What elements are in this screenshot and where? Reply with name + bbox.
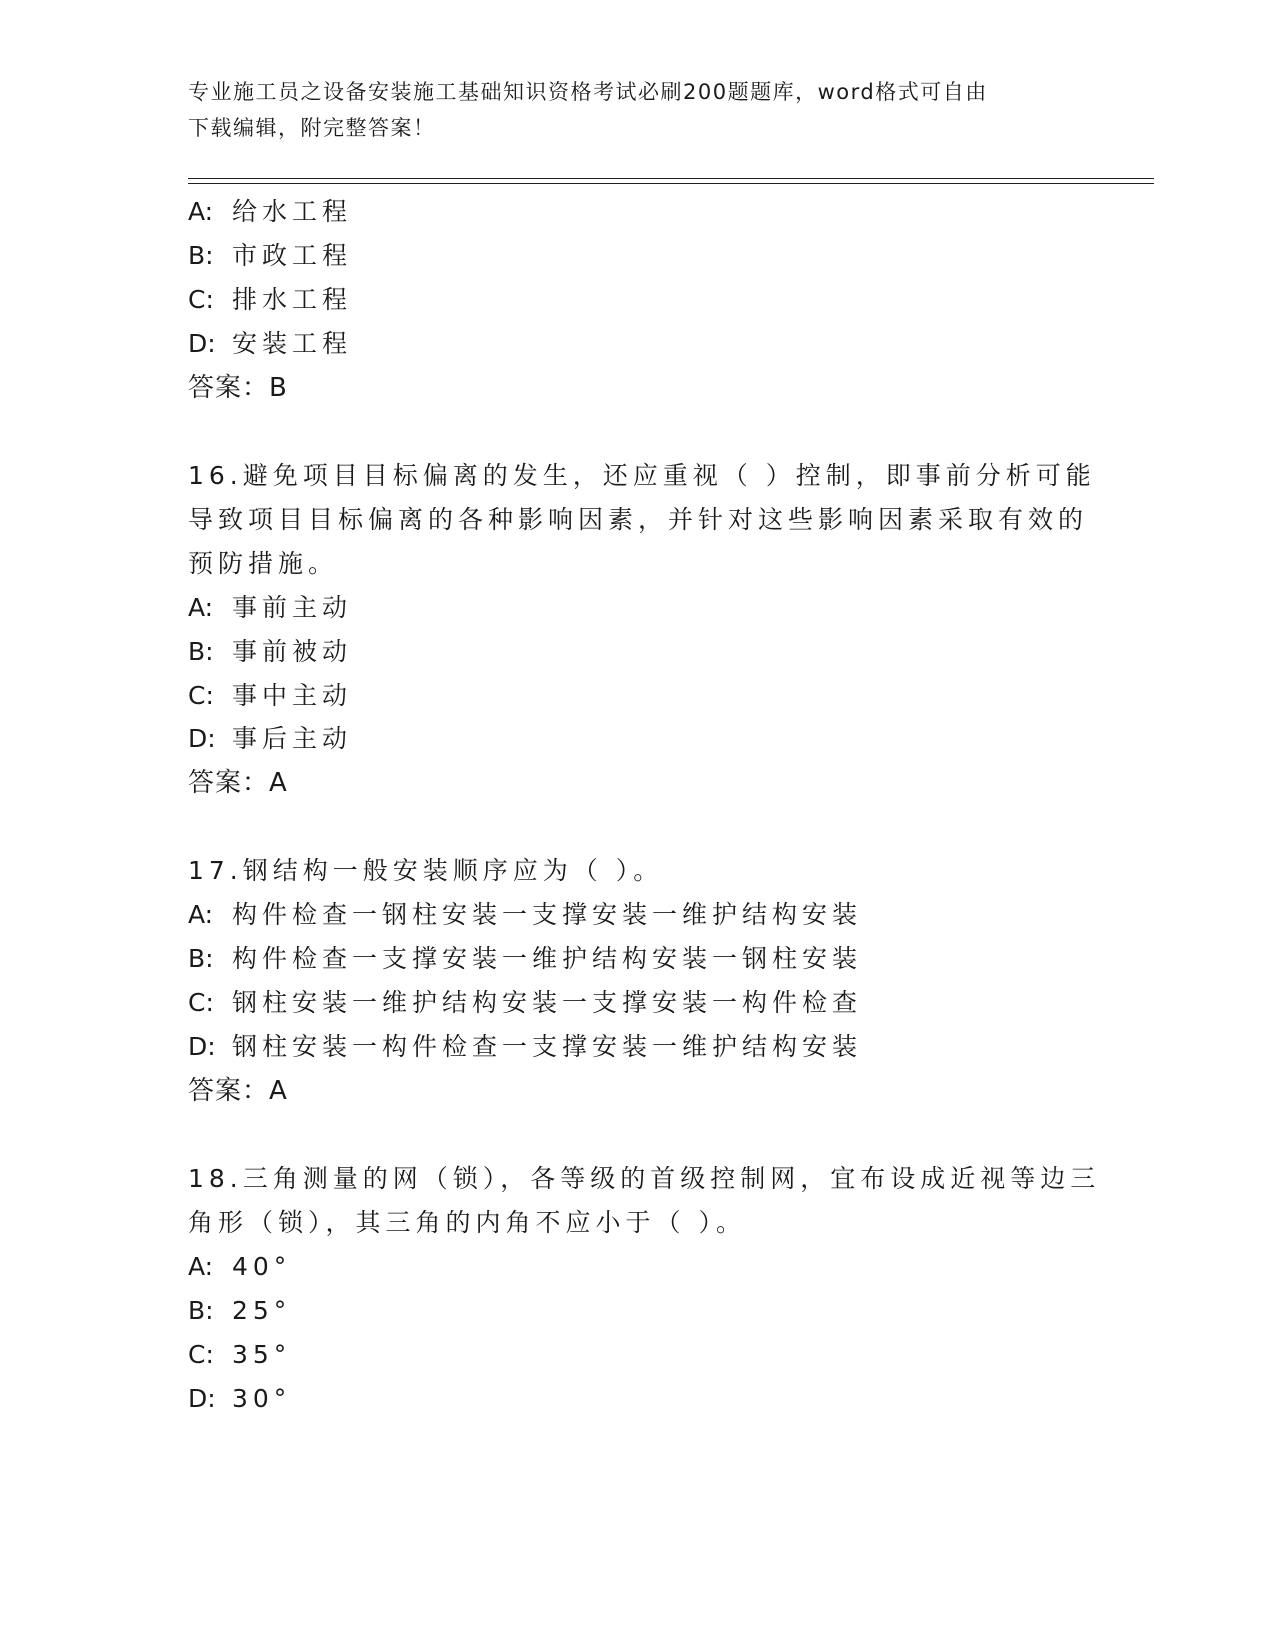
header-line-2: 下载编辑，附完整答案！ xyxy=(188,116,436,140)
q18-option-a: A: 40° xyxy=(188,1252,292,1281)
q17-option-c: C: 钢柱安装一维护结构安装一支撑安装一构件检查 xyxy=(188,988,863,1017)
q15-option-b: B: 市政工程 xyxy=(188,241,353,270)
q17-stem-line-1: 17.钢结构一般安装顺序应为（ ）。 xyxy=(188,856,664,885)
q16-stem-line-3: 预防措施。 xyxy=(188,549,339,578)
q17-answer: 答案：A xyxy=(188,1076,288,1106)
q16-stem-line-2: 导致项目目标偏离的各种影响因素，并针对这些影响因素采取有效的 xyxy=(188,505,1089,534)
q17-option-b: B: 构件检查一支撑安装一维护结构安装一钢柱安装 xyxy=(188,944,863,973)
q15-option-c: C: 排水工程 xyxy=(188,285,353,314)
header-divider-top xyxy=(188,178,1154,179)
header-line-1: 专业施工员之设备安装施工基础知识资格考试必刷200题题库，word格式可自由 xyxy=(188,80,988,104)
q15-answer: 答案：B xyxy=(188,373,288,403)
header-divider-bottom xyxy=(188,183,1154,184)
q15-option-a: A: 给水工程 xyxy=(188,197,353,226)
q16-stem-line-1: 16.避免项目目标偏离的发生，还应重视（ ）控制，即事前分析可能 xyxy=(188,461,1096,490)
q18-option-c: C: 35° xyxy=(188,1340,292,1369)
q18-stem-line-2: 角形（锁），其三角的内角不应小于（ ）。 xyxy=(188,1208,746,1237)
q18-option-b: B: 25° xyxy=(188,1296,292,1325)
q17-option-d: D: 钢柱安装一构件检查一支撑安装一维护结构安装 xyxy=(188,1032,863,1061)
q15-option-d: D: 安装工程 xyxy=(188,329,353,358)
q16-option-d: D: 事后主动 xyxy=(188,724,353,753)
q18-stem-line-1: 18.三角测量的网（锁），各等级的首级控制网，宜布设成近视等边三 xyxy=(188,1164,1101,1193)
q17-option-a: A: 构件检查一钢柱安装一支撑安装一维护结构安装 xyxy=(188,900,863,929)
q16-answer: 答案：A xyxy=(188,768,288,798)
q16-option-a: A: 事前主动 xyxy=(188,593,353,622)
q16-option-c: C: 事中主动 xyxy=(188,681,353,710)
q16-option-b: B: 事前被动 xyxy=(188,637,353,666)
document-header xyxy=(188,74,1088,146)
q18-option-d: D: 30° xyxy=(188,1384,292,1413)
